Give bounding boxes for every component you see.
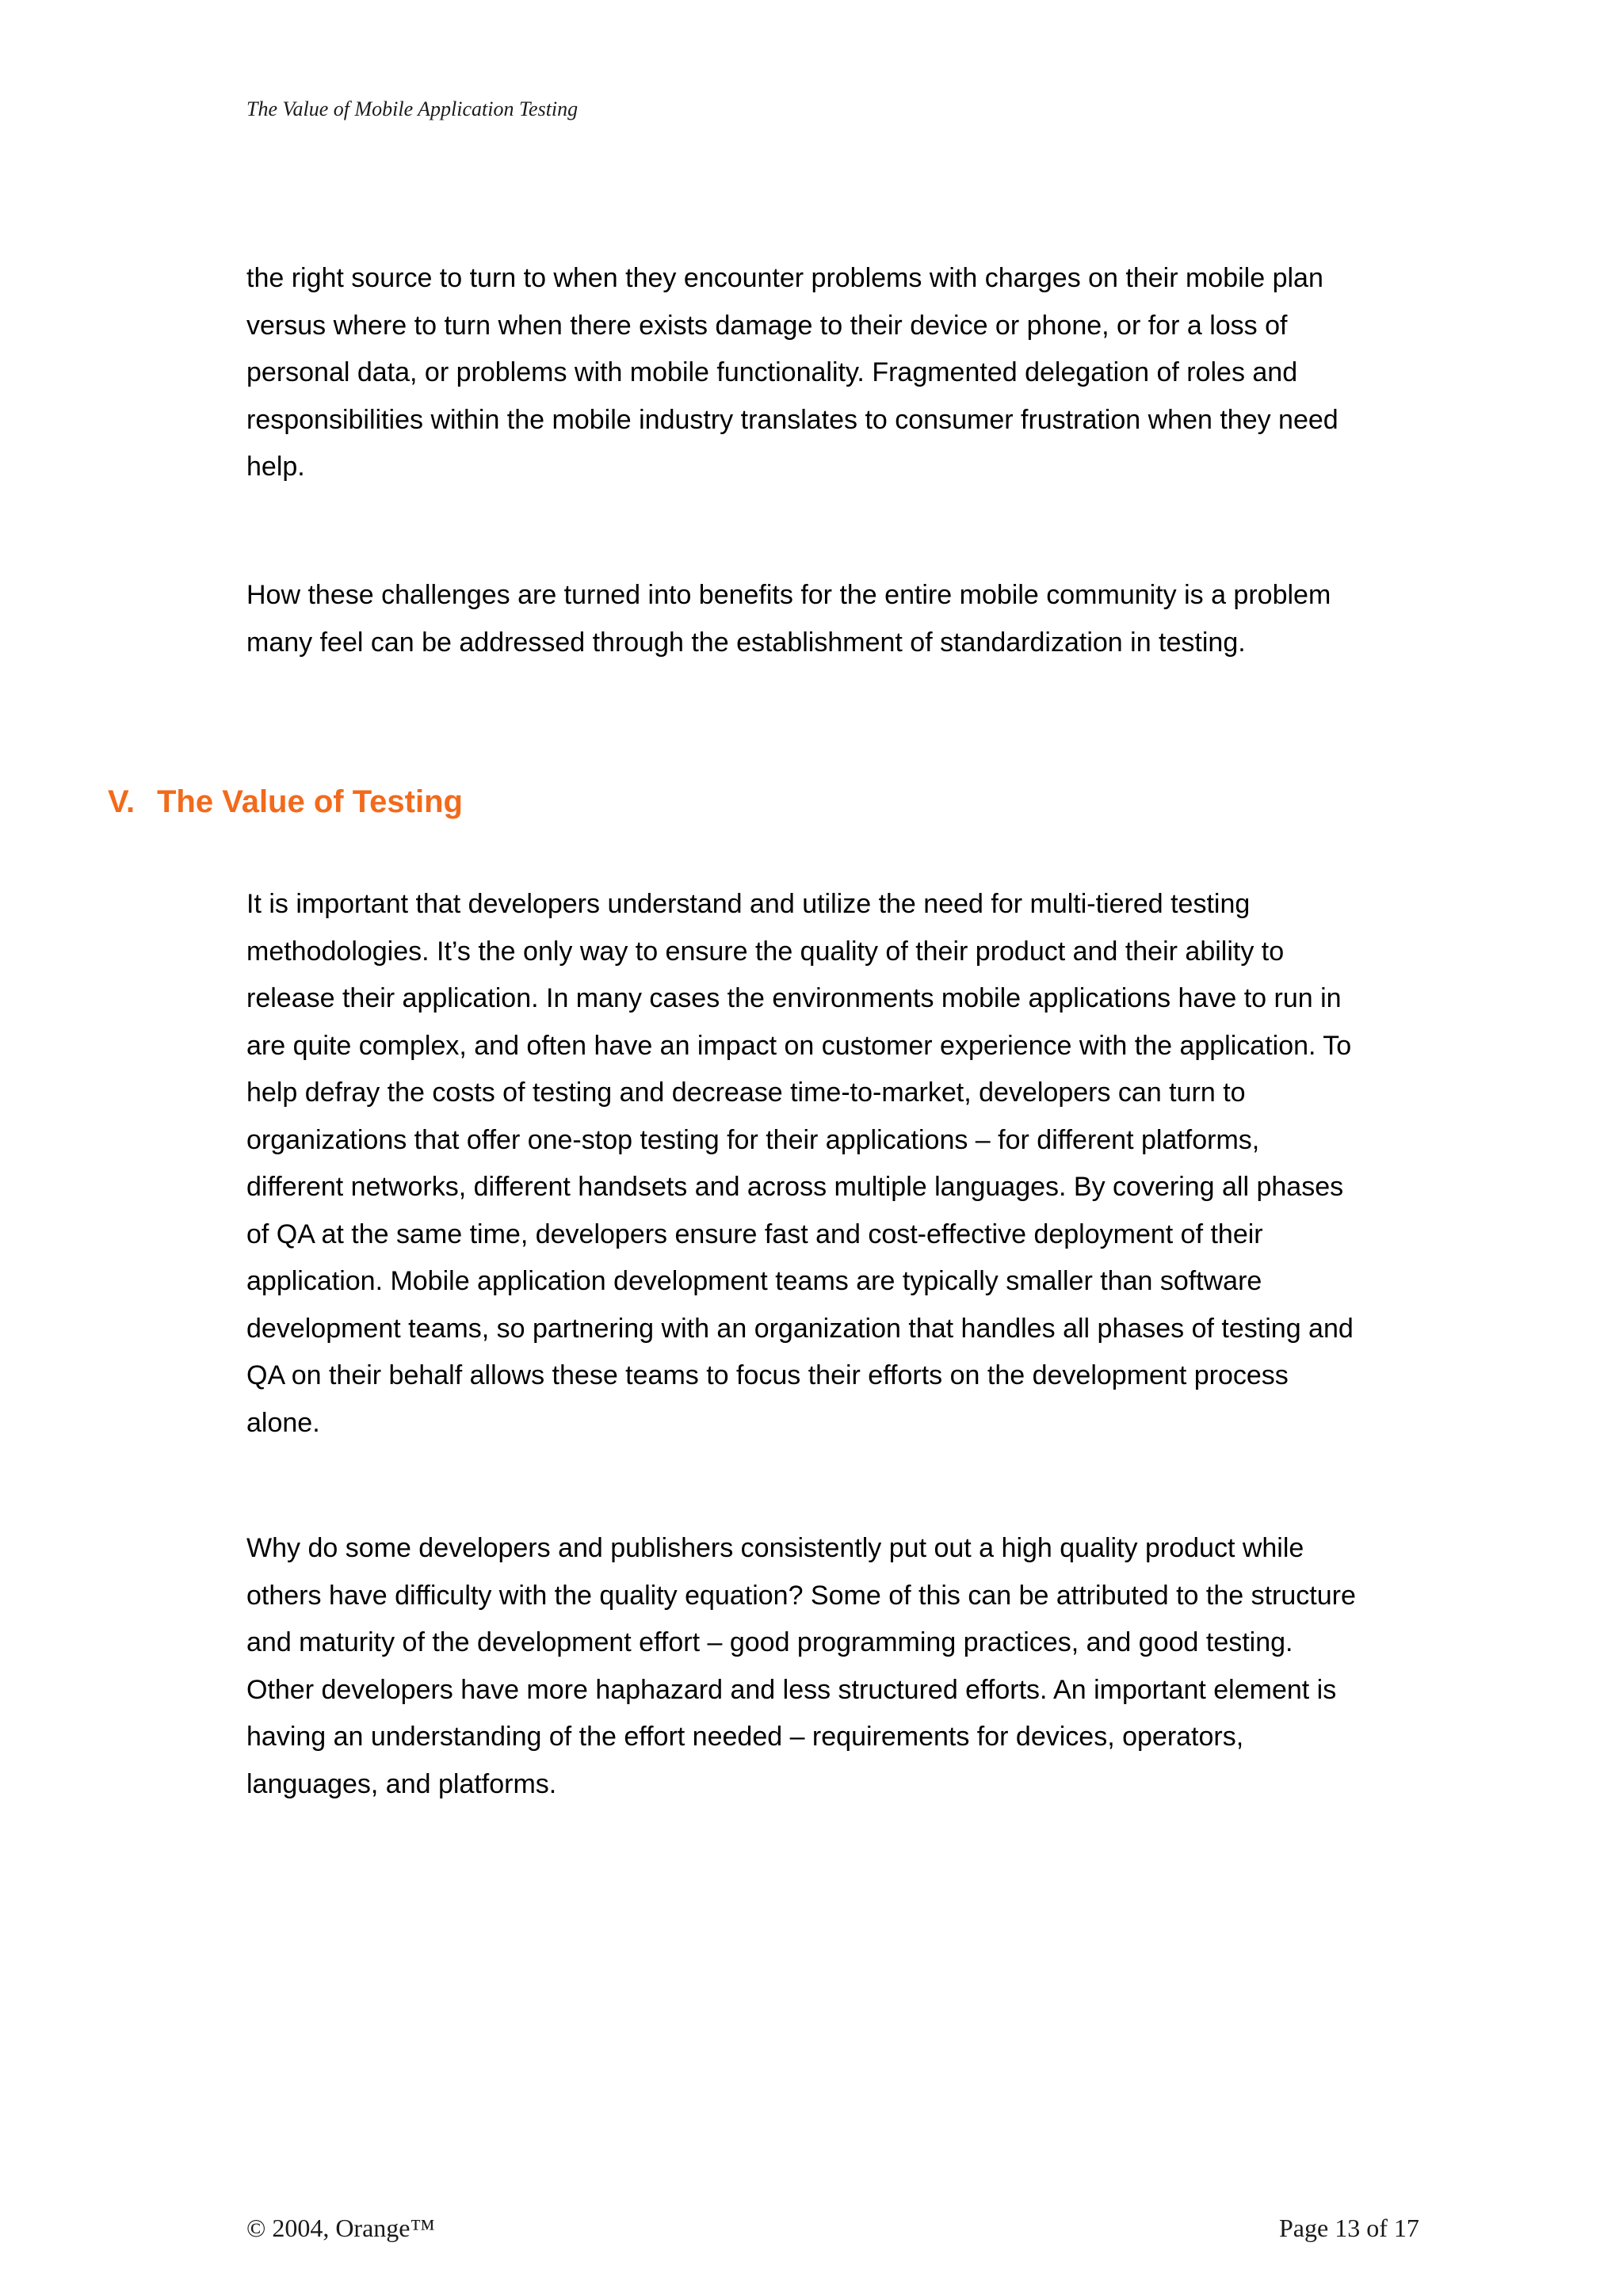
text-line: methodologies. It’s the only way to ensure the quality of their product and their ability to [246,936,1285,967]
body-paragraph [246,572,1380,666]
page-number: Page 13 of 17 [1279,2214,1419,2242]
text-line: QA on their behalf allows these teams to focus their efforts on the development process [246,1360,1289,1390]
text-line: development teams, so partnering with an organization that handles all phases of testing and [246,1313,1354,1344]
text-line: languages, and platforms. [246,1768,557,1799]
text-line: are quite complex, and often have an impact on customer experience with the application. To [246,1030,1352,1061]
text-line: help defray the costs of testing and decrease time-to-market, developers can turn to [246,1077,1246,1108]
text-line: Other developers have more haphazard and less structured efforts. An important element is [246,1674,1337,1705]
text-line: application. Mobile application development teams are typically smaller than software [246,1266,1262,1296]
text-line: different networks, different handsets and across multiple languages. By covering all phases [246,1172,1344,1202]
body-paragraph [246,255,1380,491]
text-line: How these challenges are turned into benefits for the entire mobile community is a problem [246,580,1331,610]
section-heading [108,780,463,824]
text-line: versus where to turn when there exists damage to their device or phone, or for a loss of [246,310,1288,341]
text-line: the right source to turn to when they encounter problems with charges on their mobile plan [246,263,1323,293]
running-header: The Value of Mobile Application Testing [246,97,579,120]
text-line: release their application. In many cases the environments mobile applications have to run in [246,983,1342,1013]
text-line: It is important that developers understand and utilize the need for multi-tiered testing [246,889,1251,919]
text-line: of QA at the same time, developers ensure fast and cost-effective deployment of their [246,1219,1263,1249]
text-line: help. [246,452,305,482]
text-line: organizations that offer one-stop testing for their applications – for different platforms, [246,1124,1260,1155]
text-line: having an understanding of the effort needed – requirements for devices, operators, [246,1722,1244,1752]
body-paragraph [246,881,1380,1447]
text-line: and maturity of the development effort – good programming practices, and good testing. [246,1627,1293,1657]
text-line: others have difficulty with the quality equation? Some of this can be attributed to the structure [246,1580,1356,1611]
section-title: The Value of Testing [157,784,463,819]
text-line: alone. [246,1407,320,1438]
body-paragraph [246,1525,1380,1808]
section-number: V. [108,784,136,819]
footer-copyright: © 2004, Orange™ [246,2214,435,2242]
text-line: many feel can be addressed through the establishment of standardization in testing. [246,627,1246,658]
text-line: Why do some developers and publishers consistently put out a high quality product while [246,1533,1304,1563]
text-line: personal data, or problems with mobile functionality. Fragmented delegation of roles and [246,357,1298,387]
text-line: responsibilities within the mobile industry translates to consumer frustration when they need [246,404,1338,435]
